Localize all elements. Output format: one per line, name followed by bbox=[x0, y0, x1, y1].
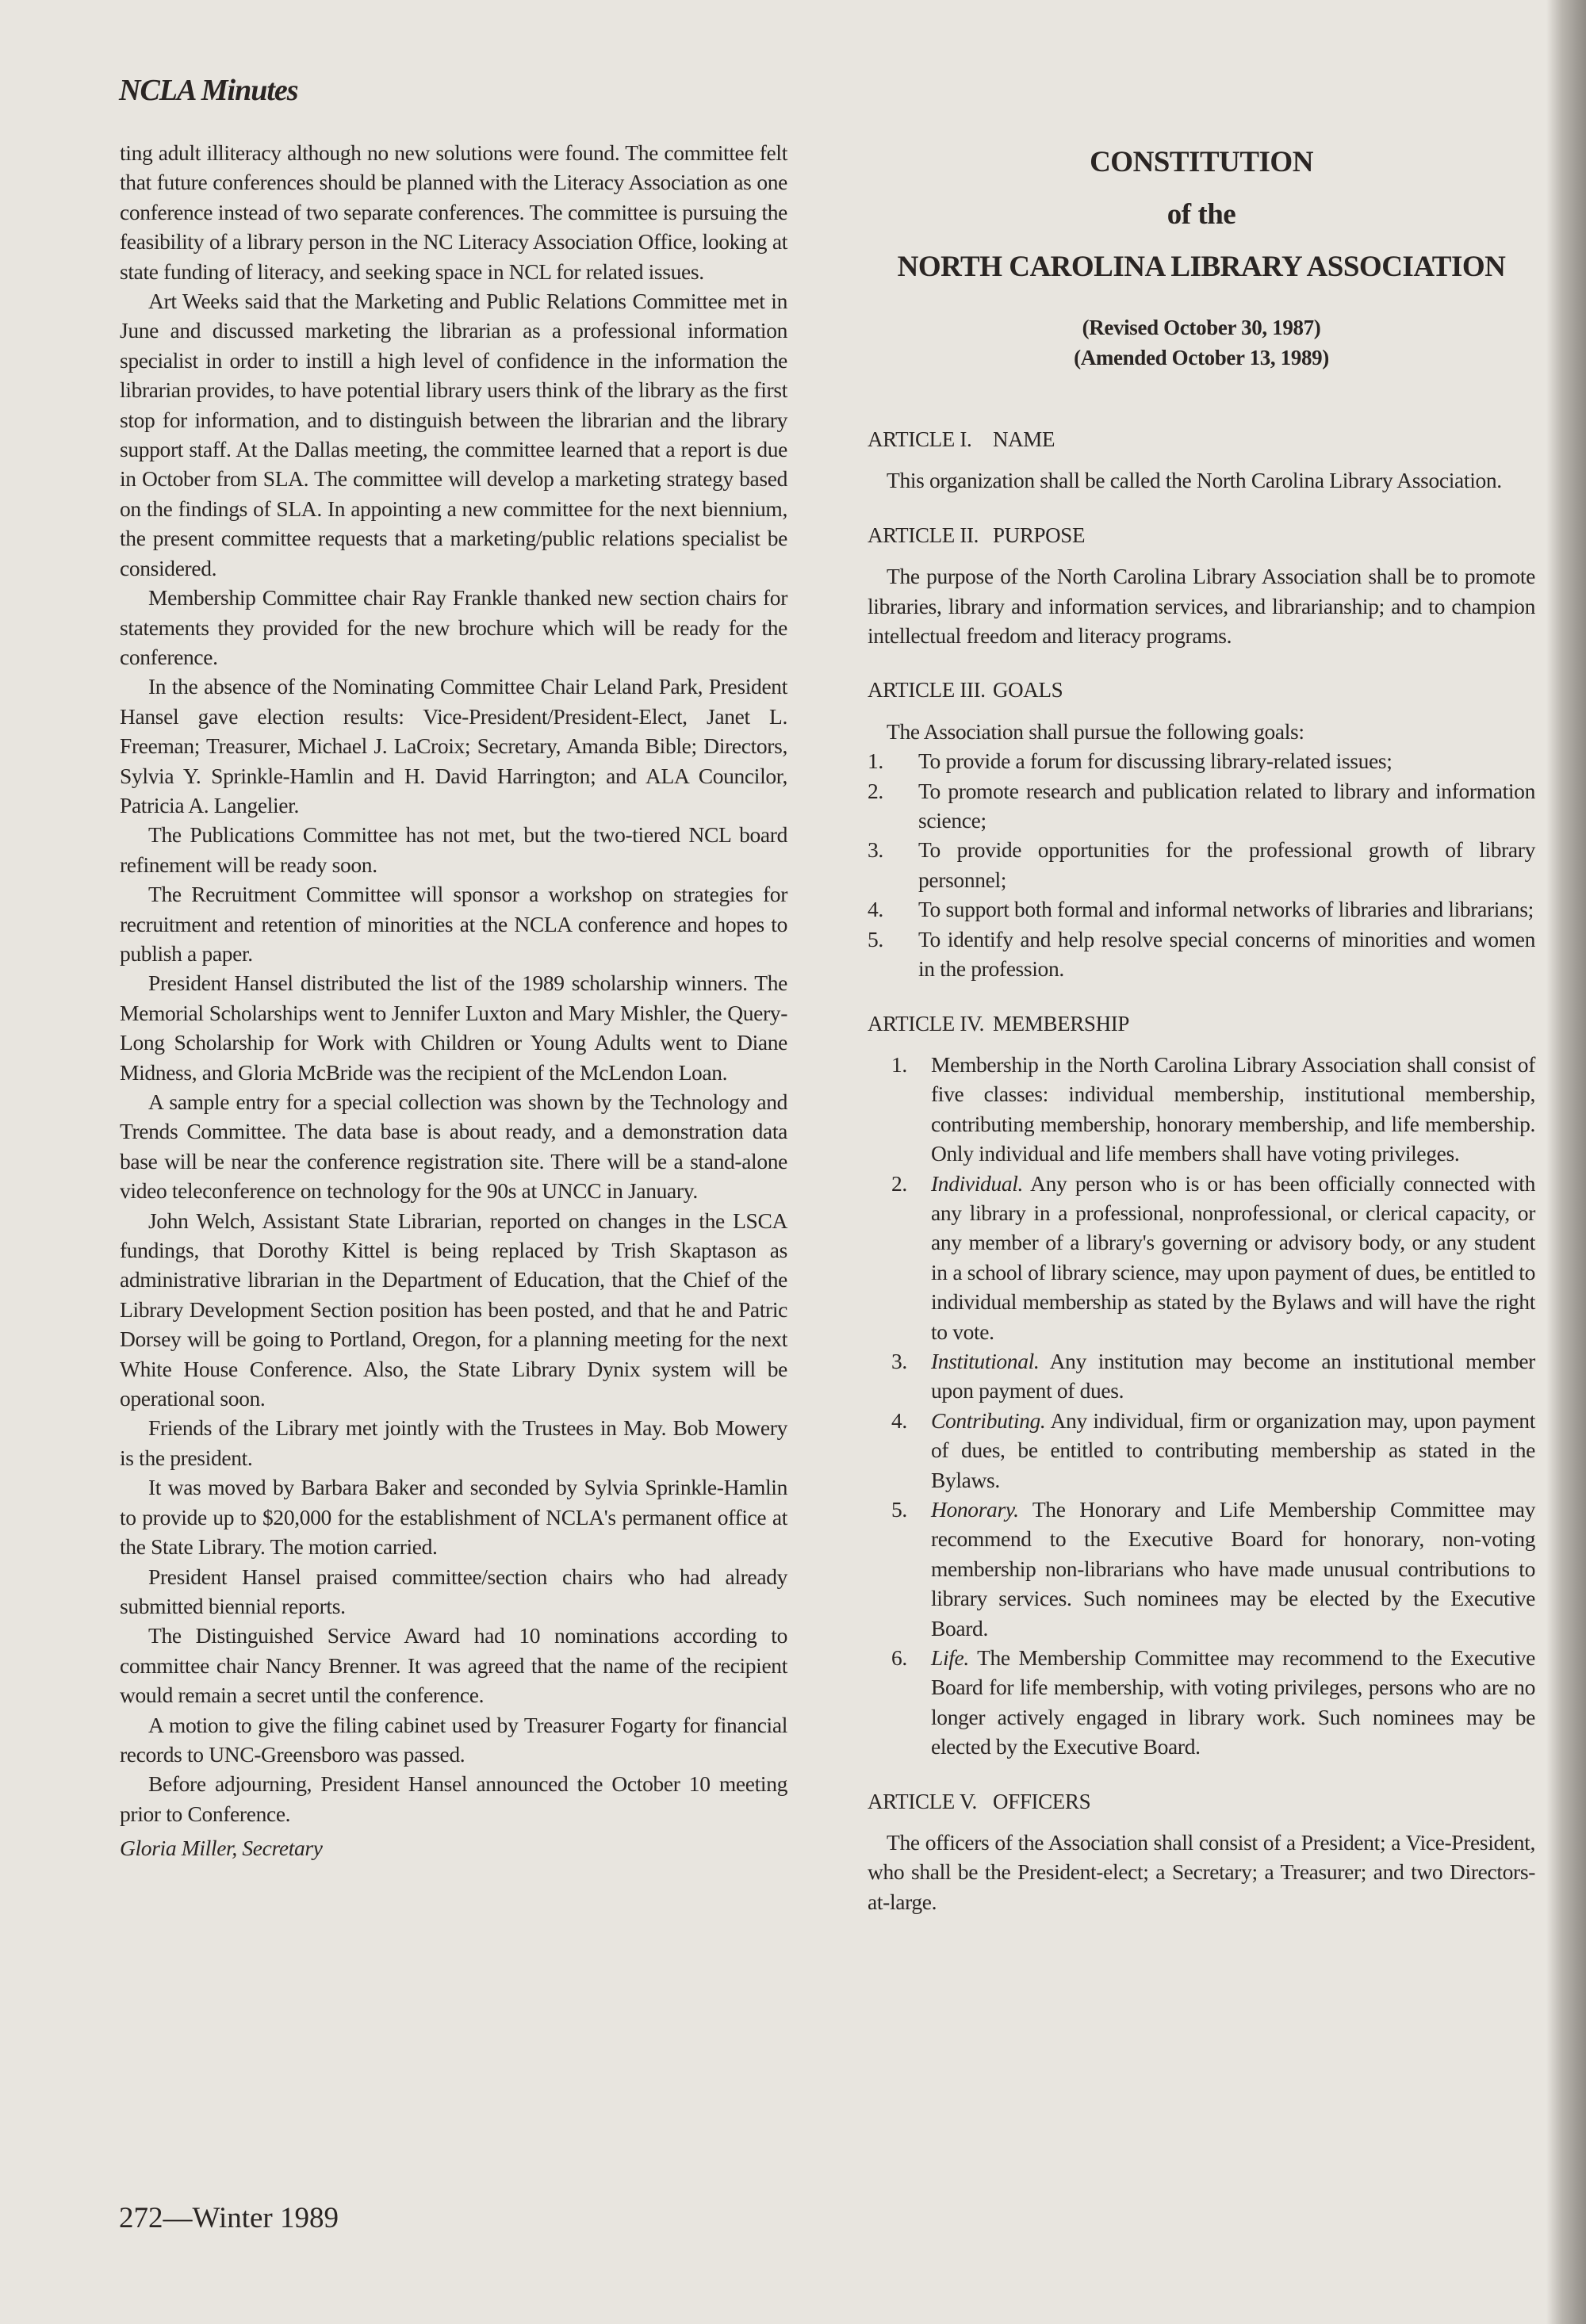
minutes-paragraph: John Welch, Assistant State Librarian, reported on changes in the LSCA fundings, that Dorothy Kittel is being replaced by Trish Skaptason as administrative librarian in the Department of Education, that the Chief of the Library Development Section position has been posted, and that he and Patric Dorsey will be going to Portland, Oregon, for a planning meeting for the next White House Conference. Also, the State Library Dynix system will be operational soon. bbox=[120, 1208, 787, 1411]
item-text: To promote research and publication related to library and information science; bbox=[918, 778, 1535, 833]
minutes-paragraph: The Publications Committee has not met, but the two-tiered NCL board refinement will be ready soon. bbox=[120, 822, 787, 877]
item-text: The Honorary and Life Membership Committee may recommend to the Executive Board for honorary, non-voting membership non-librarians who have made unusual contributions to library services. Such nominees may be elected by the Executive Board. bbox=[931, 1497, 1535, 1641]
item-text: Membership in the North Carolina Library Association shall consist of five classes: individual membership, institutional membership, contributing membership, honorary membership, and life membership. Only individual and life members shall have voting privileges. bbox=[931, 1051, 1535, 1166]
list-item bbox=[868, 1346, 1535, 1406]
list-item bbox=[868, 1406, 1535, 1495]
item-text: The Membership Committee may recommend to the Executive Board for life membership, with voting privileges, persons who are no longer actively engaged in library work. Such nominees may be elected by the Executive Board. bbox=[931, 1645, 1535, 1759]
item-text: Any person who is or has been officially connected with any library in a professional, nonprofessional, or clerical capacity, or any member of a library's governing or advisory body, or any student in a school of library science, may upon payment of dues, be entitled to individual membership as stated by the Bylaws and will have the right to vote. bbox=[931, 1170, 1535, 1344]
article-number: ARTICLE II. bbox=[868, 523, 979, 547]
item-text: Any individual, firm or organization may, upon payment of dues, be entitled to contributing membership as stated in the Bylaws. bbox=[931, 1407, 1535, 1492]
item-number: 5. bbox=[868, 926, 883, 951]
goals-list bbox=[868, 746, 1535, 983]
article-name: MEMBERSHIP bbox=[993, 1011, 1130, 1036]
article-number: ARTICLE IV. bbox=[868, 1011, 985, 1036]
list-item bbox=[868, 894, 1535, 924]
item-label: Honorary. bbox=[931, 1497, 1019, 1522]
list-item bbox=[868, 835, 1535, 894]
signature: Gloria Miller, Secretary bbox=[120, 1836, 323, 1861]
article-4-heading bbox=[868, 1009, 1535, 1039]
page-footer: 272—Winter 1989 bbox=[119, 2202, 339, 2234]
amended-date: (Amended October 13, 1989) bbox=[1074, 346, 1329, 369]
item-text: To identify and help resolve special concerns of minorities and women in the profession. bbox=[918, 926, 1535, 982]
minutes-paragraph: Before adjourning, President Hansel announced the October 10 meeting prior to Conference. bbox=[120, 1771, 787, 1826]
article-2-text: The purpose of the North Carolina Library Association shall be to promote libraries, library and information services, and librarianship; and to champion intellectual freedom and literacy programs. bbox=[868, 564, 1535, 649]
running-head: NCLA Minutes bbox=[119, 74, 298, 107]
minutes-paragraph: The Recruitment Committee will sponsor a workshop on strategies for recruitment and retention of minorities at the NCLA conference and hopes to publish a paper. bbox=[120, 882, 787, 966]
list-item bbox=[868, 776, 1535, 836]
item-number: 1. bbox=[891, 1051, 907, 1077]
article-number: ARTICLE III. bbox=[868, 678, 986, 703]
article-name: OFFICERS bbox=[993, 1789, 1091, 1813]
item-label: Contributing. bbox=[931, 1407, 1046, 1433]
minutes-paragraph: Art Weeks said that the Marketing and Public Relations Committee met in June and discussed marketing the librarian as a professional information specialist in order to instill a high level of confidence in the information the librarian provides, to have potential library users think of the library as the first stop for information, and to distinguish between the librarian and the library support staff. At the Dallas meeting, the committee learned that a report is due in October from SLA. The committee will develop a marketing strategy based on the findings of SLA. In appointing a new committee for the next biennium, the present committee requests that a marketing/public relations specialist be considered. bbox=[120, 289, 787, 580]
minutes-paragraphs bbox=[120, 138, 787, 1828]
article-5-heading bbox=[868, 1787, 1535, 1817]
item-number: 5. bbox=[891, 1497, 907, 1522]
item-number: 3. bbox=[868, 837, 883, 863]
item-text: To provide a forum for discussing library-related issues; bbox=[918, 749, 1393, 774]
article-1-text: This organization shall be called the North Carolina Library Association. bbox=[887, 468, 1502, 493]
minutes-paragraph: It was moved by Barbara Baker and seconded by Sylvia Sprinkle-Hamlin to provide up to $20,000 for the establishment of NCLA's permanent office at the State Library. The motion carried. bbox=[120, 1475, 787, 1560]
membership-list bbox=[868, 1050, 1535, 1762]
article-number: ARTICLE V. bbox=[868, 1789, 977, 1813]
list-item bbox=[868, 1169, 1535, 1346]
article-number: ARTICLE I. bbox=[868, 427, 972, 451]
constitution-column bbox=[868, 136, 1535, 1916]
article-2-heading bbox=[868, 521, 1535, 550]
item-label: Life. bbox=[931, 1645, 969, 1671]
article-1-heading bbox=[868, 425, 1535, 454]
constitution-subtitle: of the bbox=[1167, 198, 1236, 231]
minutes-paragraph: ting adult illiteracy although no new solutions were found. The committee felt that future conferences should be planned with the Literacy Association as one conference instead of two separate conferences. The committee is pursuing the feasibility of a library person in the NC Literacy Association Office, looking at state funding of literacy, and seeking space in NCL for related issues. bbox=[120, 140, 787, 284]
item-number: 4. bbox=[891, 1407, 907, 1433]
minutes-column bbox=[120, 138, 787, 1863]
minutes-paragraph: Friends of the Library met jointly with the Trustees in May. Bob Mowery is the president. bbox=[120, 1415, 787, 1470]
list-item bbox=[868, 1643, 1535, 1762]
list-item bbox=[868, 1050, 1535, 1169]
item-number: 3. bbox=[891, 1348, 907, 1373]
item-number: 1. bbox=[868, 749, 883, 774]
article-5-text: The officers of the Association shall consist of a President; a Vice-President, who shall be the President-elect; a Secretary; a Treasurer; and two Directors-at-large. bbox=[868, 1830, 1535, 1914]
item-text: To support both formal and informal networks of libraries and librarians; bbox=[918, 897, 1534, 922]
item-number: 6. bbox=[891, 1645, 907, 1671]
goals-intro: The Association shall pursue the following goals: bbox=[887, 718, 1304, 744]
item-text: Any institution may become an institutional member upon payment of dues. bbox=[931, 1348, 1535, 1403]
minutes-paragraph: President Hansel praised committee/section chairs who had already submitted biennial reports. bbox=[120, 1564, 787, 1618]
article-3-heading bbox=[868, 676, 1535, 705]
minutes-paragraph: A motion to give the filing cabinet used by Treasurer Fogarty for financial records to UNC-Greensboro was passed. bbox=[120, 1712, 787, 1767]
item-text: To provide opportunities for the professional growth of library personnel; bbox=[918, 837, 1535, 892]
association-title: NORTH CAROLINA LIBRARY ASSOCIATION bbox=[897, 251, 1506, 283]
constitution-title: CONSTITUTION bbox=[1090, 146, 1313, 178]
item-label: Institutional. bbox=[931, 1348, 1040, 1373]
item-number: 2. bbox=[868, 778, 883, 803]
list-item bbox=[868, 925, 1535, 984]
item-number: 4. bbox=[868, 897, 883, 922]
minutes-paragraph: A sample entry for a special collection was shown by the Technology and Trends Committee. The data base is about ready, and a demonstration data base will be near the conference registration site. There will be a stand-alone video teleconference on technology for the 90s at UNCC in January. bbox=[120, 1089, 787, 1204]
article-name: PURPOSE bbox=[993, 523, 1086, 547]
list-item bbox=[868, 746, 1535, 775]
article-name: NAME bbox=[993, 427, 1055, 451]
minutes-paragraph: President Hansel distributed the list of the 1989 scholarship winners. The Memorial Scholarships went to Jennifer Luxton and Mary Mishler, the Query-Long Scholarship for Work with Children or Young Adults went to Diane Midness, and Gloria McBride was the recipient of the McLendon Loan. bbox=[120, 971, 787, 1085]
article-name: GOALS bbox=[993, 678, 1063, 703]
list-item bbox=[868, 1495, 1535, 1643]
page-edge-shadow bbox=[1546, 0, 1586, 2324]
item-number: 2. bbox=[891, 1170, 907, 1196]
revised-date: (Revised October 30, 1987) bbox=[1082, 316, 1321, 339]
minutes-paragraph: In the absence of the Nominating Committee Chair Leland Park, President Hansel gave election results: Vice-President/President-Elect, Janet L. Freeman; Treasurer, Michael J. LaCroix; Secretary, Amanda Bible; Directors, Sylvia Y. Sprinkle-Hamlin and H. David Harrington; and ALA Councilor, Patricia A. Langelier. bbox=[120, 674, 787, 817]
minutes-paragraph: Membership Committee chair Ray Frankle thanked new section chairs for statements they provided for the new brochure which will be ready for the conference. bbox=[120, 585, 787, 669]
item-label: Individual. bbox=[931, 1170, 1024, 1196]
minutes-paragraph: The Distinguished Service Award had 10 nominations according to committee chair Nancy Brenner. It was agreed that the name of the recipient would remain a secret until the conference. bbox=[120, 1623, 787, 1708]
